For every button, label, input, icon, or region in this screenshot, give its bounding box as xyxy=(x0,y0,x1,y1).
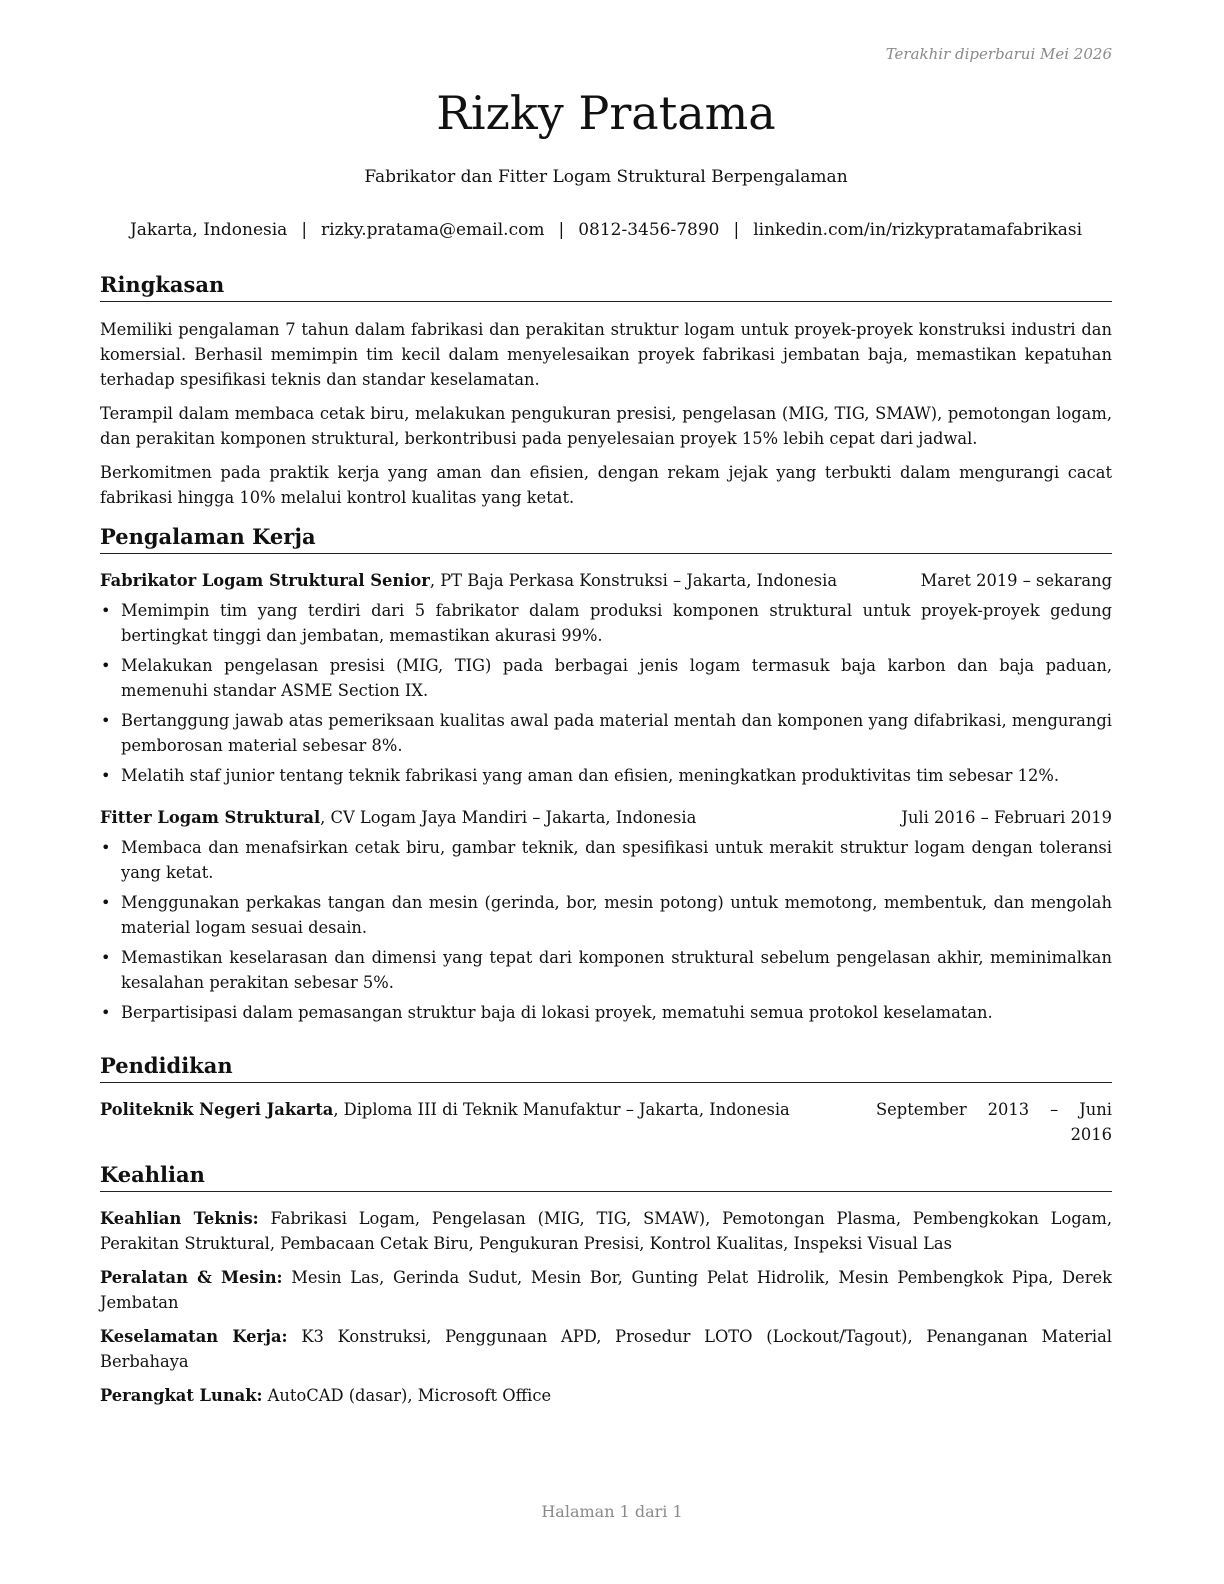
bullet-icon: • xyxy=(101,656,111,675)
bullet-text: Membaca dan menafsirkan cetak biru, gambar teknik, dan spesifikasi untuk merakit struktur logam dengan toleransi yang ketat. xyxy=(121,838,1112,882)
skill-values: K3 Konstruksi, Penggunaan APD, Prosedur LOTO (Lockout/Tagout), Penanganan Material Berbahaya xyxy=(100,1327,1112,1371)
section-title: Keahlian xyxy=(100,1161,1112,1192)
skill-label: Perangkat Lunak: xyxy=(100,1386,263,1405)
skill-group xyxy=(100,1206,1112,1256)
skill-group xyxy=(100,1324,1112,1374)
skill-values: Fabrikasi Logam, Pengelasan (MIG, TIG, SMAW), Pemotongan Plasma, Pembengkokan Logam, Perakitan Struktural, Pembacaan Cetak Biru, Pengukuran Presisi, Kontrol Kualitas, Inspeksi Visual Las xyxy=(100,1209,1112,1253)
page-number: Halaman 1 dari 1 xyxy=(541,1502,683,1521)
contact-linkedin[interactable]: linkedin.com/in/rizkypratamafabrikasi xyxy=(753,220,1083,240)
last-updated-note: Terakhir diperbarui Mei 2026 xyxy=(885,45,1112,63)
education-entry xyxy=(100,1097,1112,1147)
job-dates: Juli 2016 – Februari 2019 xyxy=(901,808,1112,827)
skill-label: Keahlian Teknis: xyxy=(100,1209,259,1228)
skill-label: Peralatan & Mesin: xyxy=(100,1268,283,1287)
bullet-text: Memimpin tim yang terdiri dari 5 fabrikator dalam produksi komponen struktural untuk proyek-proyek gedung bertingkat tinggi dan jembatan, memastikan akurasi 99%. xyxy=(121,601,1112,645)
job-dates: Maret 2019 – sekarang xyxy=(920,571,1112,590)
education-dates xyxy=(876,1097,1112,1147)
job-entry xyxy=(100,805,1112,1025)
job-header xyxy=(100,568,1112,593)
candidate-headline: Fabrikator dan Fitter Logam Struktural Berpengalaman xyxy=(364,167,848,187)
list-item xyxy=(100,835,1112,885)
bullet-icon: • xyxy=(101,1003,111,1022)
job-bullets xyxy=(100,598,1112,788)
bullet-icon: • xyxy=(101,601,111,620)
job-role: Fabrikator Logam Struktural Senior xyxy=(100,571,430,590)
list-item xyxy=(100,1000,1112,1025)
skill-group xyxy=(100,1265,1112,1315)
contact-line xyxy=(100,220,1112,240)
summary-paragraph: Berkomitmen pada praktik kerja yang aman dan efisien, dengan rekam jejak yang terbukti dalam mengurangi cacat fabrikasi hingga 10% melalui kontrol kualitas yang ketat. xyxy=(100,463,1112,507)
contact-separator: | xyxy=(558,220,565,240)
list-item xyxy=(100,598,1112,648)
bullet-text: Menggunakan perkakas tangan dan mesin (gerinda, bor, mesin potong) untuk memotong, membentuk, dan mengolah material logam sesuai desain. xyxy=(121,893,1112,937)
education-dates-line: September 2013 – Juni xyxy=(876,1100,1112,1119)
list-item xyxy=(100,708,1112,758)
list-item xyxy=(100,890,1112,940)
list-item xyxy=(100,653,1112,703)
skill-values: Mesin Las, Gerinda Sudut, Mesin Bor, Gunting Pelat Hidrolik, Mesin Pembengkok Pipa, Derek Jembatan xyxy=(100,1268,1112,1312)
bullet-icon: • xyxy=(101,893,111,912)
experience-section xyxy=(100,523,1112,1025)
bullet-text: Melatih staf junior tentang teknik fabrikasi yang aman dan efisien, meningkatkan produktivitas tim sebesar 12%. xyxy=(121,766,1060,785)
job-header xyxy=(100,805,1112,830)
degree-detail: , Diploma III di Teknik Manufaktur – Jakarta, Indonesia xyxy=(333,1100,790,1119)
section-title: Ringkasan xyxy=(100,271,1112,302)
bullet-text: Memastikan keselarasan dan dimensi yang tepat dari komponen struktural sebelum pengelasan akhir, meminimalkan kesalahan perakitan sebesar 5%. xyxy=(121,948,1112,992)
contact-separator: | xyxy=(733,220,740,240)
summary-section xyxy=(100,271,1112,510)
job-role: Fitter Logam Struktural xyxy=(100,808,321,827)
job-bullets xyxy=(100,835,1112,1025)
school-name: Politeknik Negeri Jakarta xyxy=(100,1100,334,1119)
contact-separator: | xyxy=(301,220,308,240)
job-company: , PT Baja Perkasa Konstruksi – Jakarta, Indonesia xyxy=(429,571,838,590)
list-item xyxy=(100,945,1112,995)
skill-group xyxy=(100,1383,1112,1408)
list-item xyxy=(100,763,1112,788)
summary-paragraph: Memiliki pengalaman 7 tahun dalam fabrikasi dan perakitan struktur logam untuk proyek-proyek konstruksi industri dan komersial. Berhasil memimpin tim kecil dalam menyelesaikan proyek fabrikasi jembatan baja, memastikan kepatuhan terhadap spesifikasi teknis dan standar keselamatan. xyxy=(100,320,1112,389)
contact-email[interactable]: rizky.pratama@email.com xyxy=(321,220,545,240)
bullet-icon: • xyxy=(101,711,111,730)
skills-section xyxy=(100,1161,1112,1408)
section-title: Pengalaman Kerja xyxy=(100,523,1112,554)
bullet-text: Berpartisipasi dalam pemasangan struktur baja di lokasi proyek, mematuhi semua protokol keselamatan. xyxy=(121,1003,993,1022)
section-title: Pendidikan xyxy=(100,1052,1112,1083)
skill-label: Keselamatan Kerja: xyxy=(100,1327,288,1346)
bullet-text: Bertanggung jawab atas pemeriksaan kualitas awal pada material mentah dan komponen yang difabrikasi, mengurangi pemborosan material sebesar 8%. xyxy=(121,711,1112,755)
bullet-icon: • xyxy=(101,838,111,857)
education-dates-line: 2016 xyxy=(1070,1125,1112,1144)
bullet-text: Melakukan pengelasan presisi (MIG, TIG) pada berbagai jenis logam termasuk baja karbon dan baja paduan, memenuhi standar ASME Section IX. xyxy=(121,656,1112,700)
education-section xyxy=(100,1052,1112,1147)
bullet-icon: • xyxy=(101,766,111,785)
bullet-icon: • xyxy=(101,948,111,967)
contact-phone: 0812-3456-7890 xyxy=(578,220,720,240)
summary-paragraph: Terampil dalam membaca cetak biru, melakukan pengukuran presisi, pengelasan (MIG, TIG, SMAW), pemotongan logam, dan perakitan komponen struktural, berkontribusi pada penyelesaian proyek 15% lebih cepat dari jadwal. xyxy=(100,404,1112,448)
job-entry xyxy=(100,568,1112,788)
skill-values: AutoCAD (dasar), Microsoft Office xyxy=(262,1386,552,1405)
contact-location: Jakarta, Indonesia xyxy=(129,220,288,240)
job-company: , CV Logam Jaya Mandiri – Jakarta, Indonesia xyxy=(320,808,697,827)
candidate-name: Rizky Pratama xyxy=(436,86,776,140)
